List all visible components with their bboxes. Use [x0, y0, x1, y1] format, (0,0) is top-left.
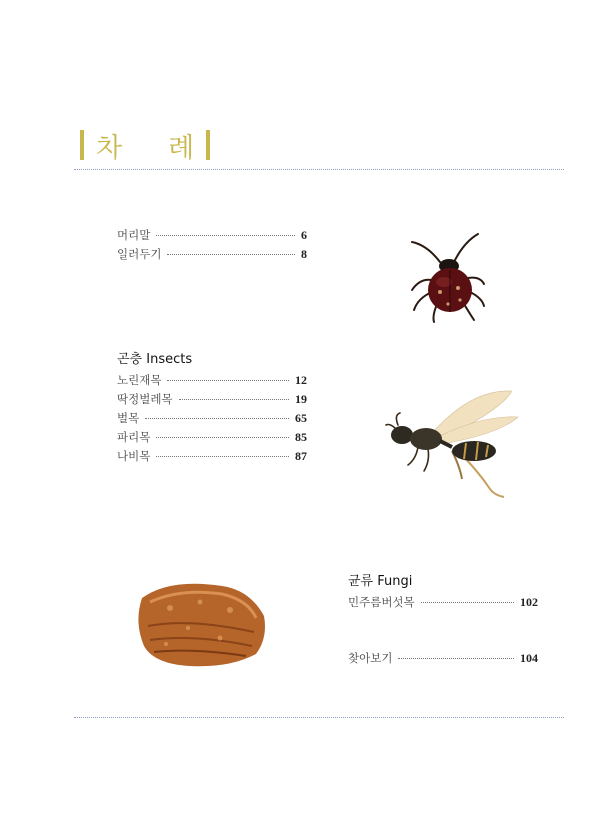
- leader-dots: [167, 254, 295, 255]
- title-bar-left: [80, 130, 84, 160]
- toc-entry-page: 85: [295, 430, 307, 444]
- leader-dots: [398, 658, 514, 659]
- leader-dots: [156, 456, 289, 457]
- toc-entry-label: 찾아보기: [348, 651, 393, 665]
- toc-entry-page: 87: [295, 449, 307, 463]
- toc-entry-page: 65: [295, 411, 307, 425]
- toc-entry-hemiptera[interactable]: [117, 372, 307, 391]
- toc-front: [117, 227, 307, 265]
- toc-entry-label: 머리말: [117, 228, 151, 242]
- toc-entry-index[interactable]: [348, 650, 538, 669]
- toc-insects: [117, 372, 307, 467]
- toc-entry-label: 노린재목: [117, 373, 162, 387]
- toc-index: [348, 650, 538, 669]
- leader-dots: [179, 399, 289, 400]
- section-heading-insects: 곤충 Insects: [117, 352, 193, 367]
- toc-entry-page: 19: [295, 392, 307, 406]
- toc-entry-page: 12: [295, 373, 307, 387]
- toc-entry-page: 104: [520, 651, 538, 665]
- section-heading-fungi: 균류 Fungi: [348, 574, 413, 589]
- title-char-2: 례: [168, 132, 195, 164]
- toc-fungi: [348, 594, 538, 613]
- toc-entry-label: 민주름버섯목: [348, 595, 415, 609]
- leader-dots: [167, 380, 289, 381]
- top-divider: [74, 169, 564, 170]
- toc-entry-page: 6: [301, 228, 307, 242]
- toc-entry-coleoptera[interactable]: [117, 391, 307, 410]
- title-char-1: 차: [96, 132, 151, 164]
- toc-entry-preface[interactable]: [117, 227, 307, 246]
- toc-entry-label: 일러두기: [117, 247, 162, 261]
- toc-entry-page: 8: [301, 247, 307, 261]
- beetle-image: [392, 220, 502, 330]
- toc-entry-label: 파리목: [117, 430, 151, 444]
- wasp-image: [382, 385, 522, 505]
- leader-dots: [421, 602, 514, 603]
- toc-entry-lepidoptera[interactable]: [117, 448, 307, 467]
- toc-entry-page: 102: [520, 595, 538, 609]
- page-title: [80, 128, 210, 162]
- leader-dots: [156, 437, 289, 438]
- toc-entry-label: 나비목: [117, 449, 151, 463]
- toc-entry-hymenoptera[interactable]: [117, 410, 307, 429]
- title-bar-right: [206, 130, 210, 160]
- leader-dots: [145, 418, 289, 419]
- fungus-image: [130, 568, 272, 676]
- toc-entry-guide[interactable]: [117, 246, 307, 265]
- toc-entry-diptera[interactable]: [117, 429, 307, 448]
- toc-entry-aphyllophorales[interactable]: [348, 594, 538, 613]
- toc-entry-label: 벌목: [117, 411, 140, 425]
- bottom-divider: [74, 717, 564, 718]
- toc-entry-label: 딱정벌레목: [117, 392, 173, 406]
- leader-dots: [156, 235, 295, 236]
